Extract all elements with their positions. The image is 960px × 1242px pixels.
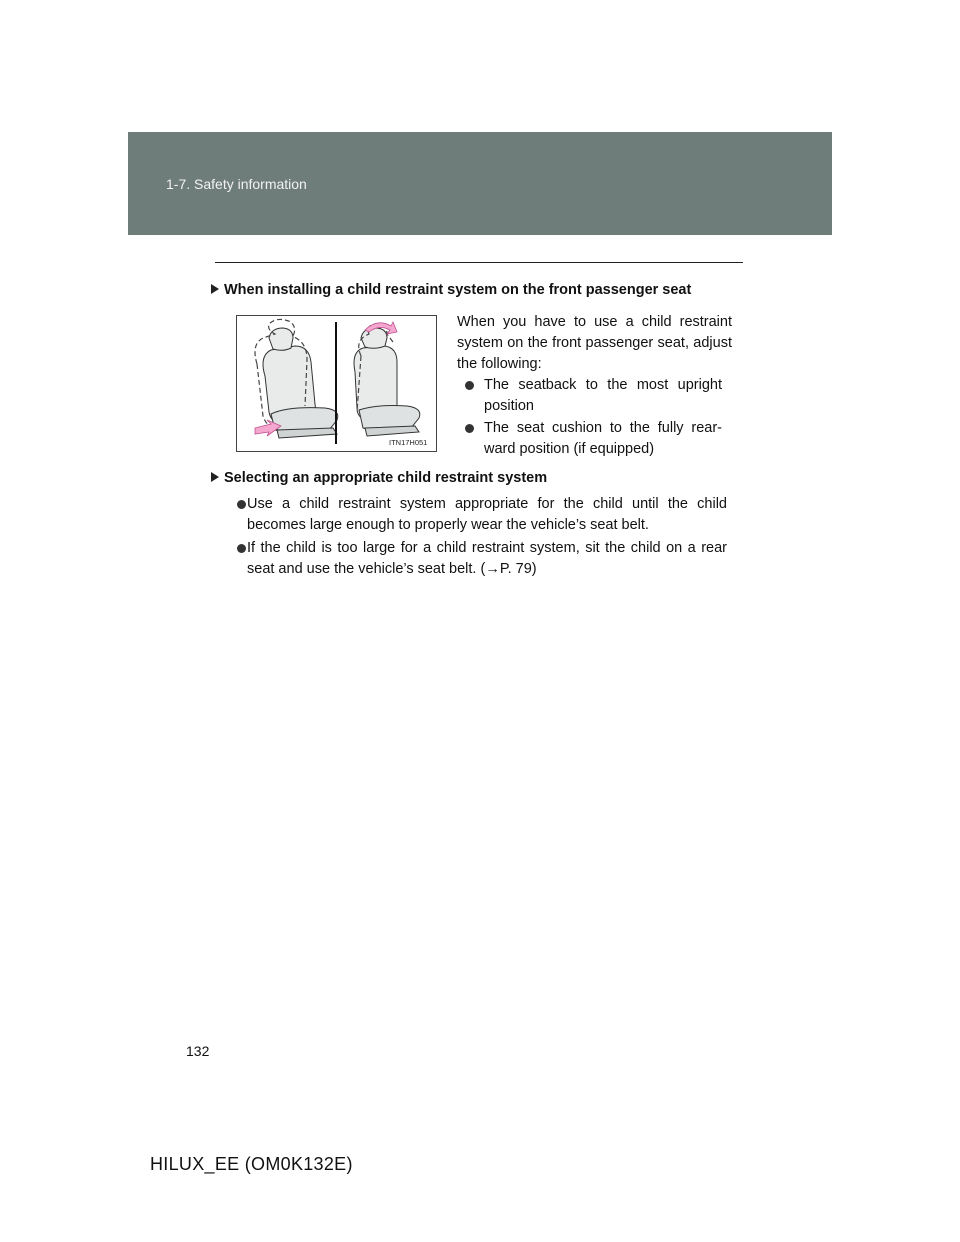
bullet-dot-icon [465, 381, 474, 390]
seat-adjustment-figure [236, 315, 437, 452]
triangle-bullet-icon [211, 284, 219, 294]
section-title: 1-7. Safety information [166, 176, 307, 192]
top-rule [215, 262, 743, 263]
seat-illustration [237, 316, 436, 451]
section2-bullet-2: If the child is too large for a child restraint system, sit the child on a rear seat and use the vehicle’s seat belt. (→P. 79) [247, 540, 727, 577]
section1-bullet-1: The seatback to the most upright position [484, 377, 722, 414]
manual-code: HILUX_EE (OM0K132E) [150, 1154, 353, 1174]
section2-heading: Selecting an appropriate child restraint system [211, 470, 547, 486]
triangle-bullet-icon [211, 472, 219, 482]
bullet-dot-icon [465, 424, 474, 433]
bullet-dot-icon [237, 544, 246, 553]
section1-bullet-2: The seat cushion to the fully rear-ward position (if equipped) [484, 420, 722, 457]
section-header-bar [128, 132, 832, 235]
section2-bullet-1: Use a child restraint system appropriate for the child until the child becomes large enough to properly wear the vehicle’s seat belt. [247, 496, 727, 533]
figure-code: ITN17H051 [389, 438, 428, 447]
page-number: 132 [186, 1043, 210, 1059]
section1-heading: When installing a child restraint system on the front passenger seat [211, 282, 691, 298]
bullet-dot-icon [237, 500, 246, 509]
section1-intro: When you have to use a child restraint system on the front passenger seat, adjust the following: [457, 314, 732, 372]
